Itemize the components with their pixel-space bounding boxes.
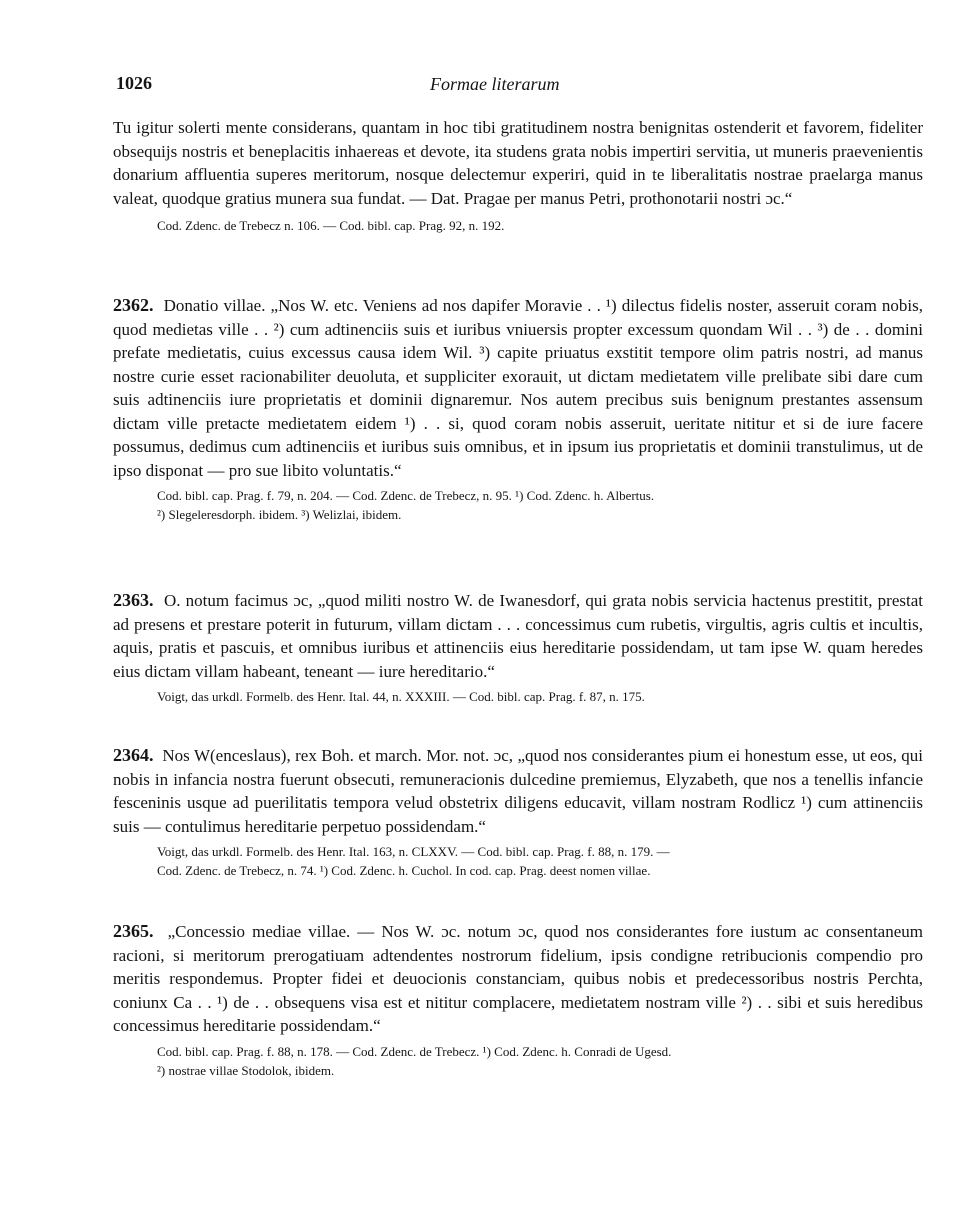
intro-section [113, 116, 923, 235]
entry-footnote: ²) Slegeleresdorph. ibidem. ³) Welizlai, ibidem. [157, 507, 402, 522]
entry-2364 [113, 744, 923, 880]
entry-number: 2364. [113, 745, 154, 765]
entry-paragraph [113, 294, 923, 482]
entry-source-note: Voigt, das urkdl. Formelb. des Henr. Ital. 163, n. CLXXV. — Cod. bibl. cap. Prag. f. 88, n. 179. — [157, 844, 670, 859]
entry-number: 2362. [113, 295, 154, 315]
entry-number: 2365. [113, 921, 154, 941]
entry-source-note: Cod. bibl. cap. Prag. f. 79, n. 204. — Cod. Zdenc. de Trebecz, n. 95. ¹) Cod. Zdenc. h. Albertus. [157, 488, 655, 503]
page-number: 1026 [116, 73, 152, 93]
entry-source-note: Cod. bibl. cap. Prag. f. 88, n. 178. — Cod. Zdenc. de Trebecz. ¹) Cod. Zdenc. h. Conradi de Ugesd. [157, 1043, 672, 1059]
running-title: Formae literarum [430, 74, 560, 94]
entry-text: Nos W(enceslaus), rex Boh. et march. Mor. not. ɔc, „quod nos considerantes pium ei honestum esse, ut eos, qui nobis in infancia nostra fuerunt obsecuti, remuneracionis dulcedine premiemus, Elyzabeth, que nos a tenellis infancie fesceninis usque ad puerilitatis tempora velud obstetrix diligens educavit, villam nostram Rodlicz ¹) cum attinenciis suis — contulimus hereditarie perpetuo possidendam.“ [113, 746, 923, 836]
entry-text: O. notum facimus ɔc, „quod militi nostro W. de Iwanesdorf, qui grata nobis servicia hactenus prestitit, prestat ad presens et prestare poterit in futurum, villam dictam . . . concessimus cum rubetis, virgultis, agris cultis et incultis, aquis, pratis et pascuis, et omnibus iuribus et attinenciis eius hereditarie possidendam, ut tam ipse W. quam heredes eius dictam villam habeant, teneant — iure hereditario.“ [113, 591, 923, 681]
entry-paragraph [113, 589, 923, 683]
entry-paragraph [113, 744, 923, 838]
entry-number: 2363. [113, 590, 154, 610]
entry-footnote: Cod. Zdenc. de Trebecz, n. 74. ¹) Cod. Zdenc. h. Cuchol. In cod. cap. Prag. deest nomen villae. [157, 863, 651, 878]
entry-2365 [113, 920, 923, 1080]
entry-2362 [113, 294, 923, 524]
entry-text: Donatio villae. „Nos W. etc. Veniens ad nos dapifer Moravie . . ¹) dilectus fidelis noster, asseruit coram nobis, quod medietas ville . . ²) cum adtinenciis suis et iuribus vniuersis propter excessum quondam Wil . . ³) de . . domini prefate medietatis, cuius excessus causa idem Wil. ³) capite priuatus exstitit tempore olim patris nostri, ad manus nostre curie esset racionabiliter deuoluta, et suppliciter exorauit, ut dictam medietatem ville prelibate sibi dare cum suis adtinenciis iure proprietatis et dominii dignaremur. Nos autem precibus suis benignum prestantes assensum dictam ville pretacte medietatem eidem ¹) . . si, quod coram nobis asseruit, ueritate nititur et si de iure facere possumus, dedimus cum adtinenciis et iuribus suis omnibus, et in ipsum ius proprietatis et dominii transtulimus, ut de ipso disponat — pro sue libito voluntatis.“ [113, 296, 923, 480]
entry-text: „Concessio mediae villae. — Nos W. ɔc. notum ɔc, quod nos considerantes fore iustum ac consentaneum racioni, si meritorum prerogatiuam adtendentes nostrorum fidelium, ipsis condigne retribucionis compendio pro meritis respondemus. Propter fidei et deuocionis constanciam, quibus nobis et predecessoribus nostris Perchta, coniunx Ca . . ¹) de . . obsequens visa est et nititur complacere, medietatem nostram ville ²) . . sibi et suis heredibus concessimus hereditarie possidendam.“ [113, 922, 923, 1035]
entry-2363 [113, 589, 923, 706]
entry-source-note: Voigt, das urkdl. Formelb. des Henr. Ital. 44, n. XXXIII. — Cod. bibl. cap. Prag. f. 87, n. 175. [157, 689, 645, 704]
entry-paragraph [113, 920, 923, 1038]
intro-paragraph: Tu igitur solerti mente considerans, quantam in hoc tibi gratitudinem nostra benignitas ostenderit et favorem, fideliter obsequijs nostris et beneplacitis inhaereas et devote, ita studens grata nobis impertiri servitia, ut muneris praevenientis donarium affluentia superes meritorum, nosque delectemur experiri, quid in te liberalitatis nostrae praelarga manus valeat, quodque gratius munera sua fundat. — Dat. Pragae per manus Petri, prothonotarii nostri ɔc.“ [113, 118, 923, 208]
entry-footnote: ²) nostrae villae Stodolok, ibidem. [157, 1062, 335, 1078]
intro-source-note: Cod. Zdenc. de Trebecz n. 106. — Cod. bibl. cap. Prag. 92, n. 192. [157, 218, 505, 233]
